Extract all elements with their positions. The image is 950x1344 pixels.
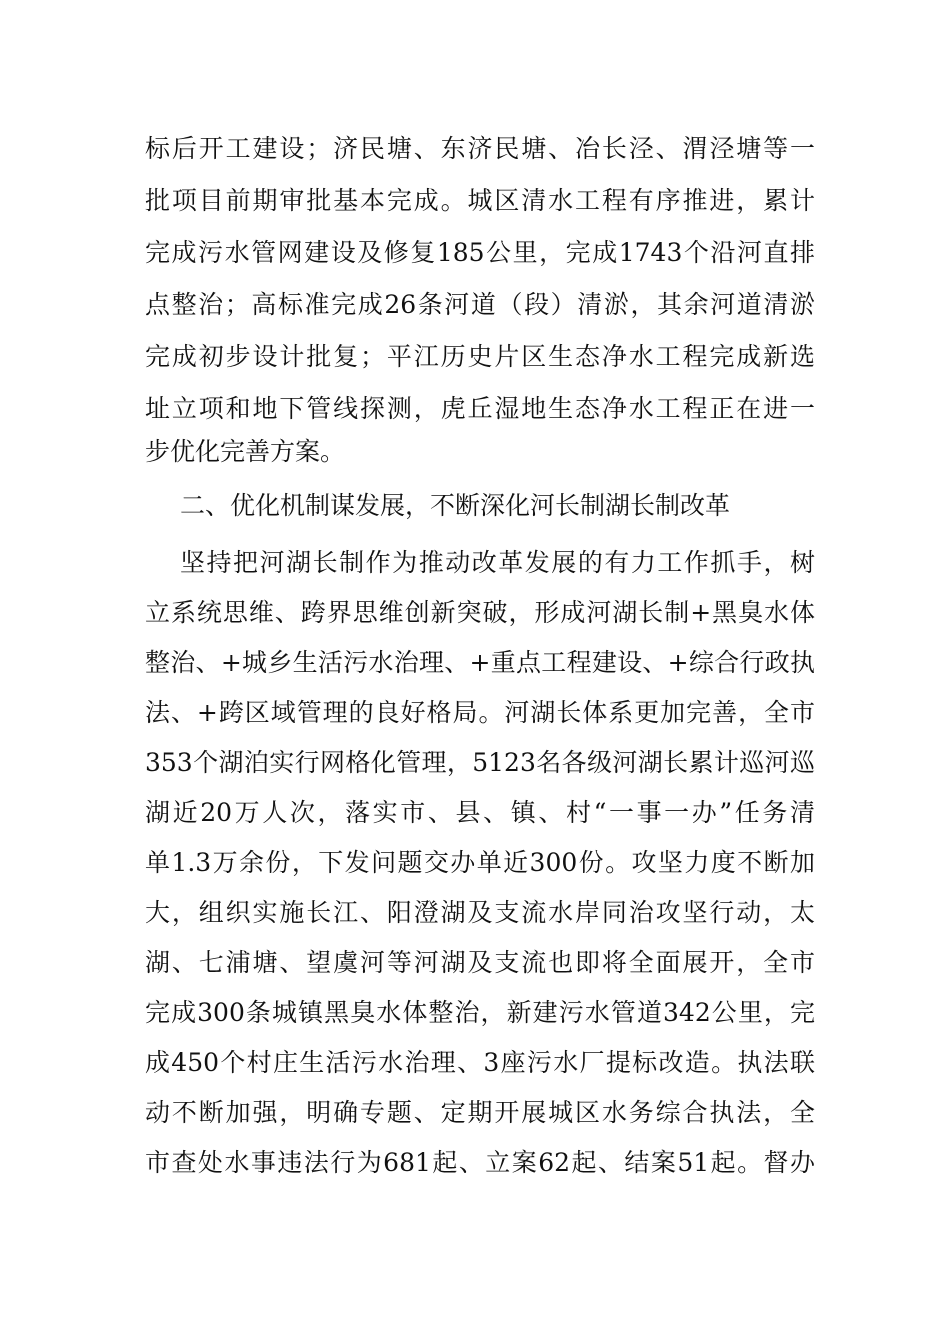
body-text-line: 市查处水事违法行为681起、立案62起、结案51起。督办	[145, 1148, 815, 1177]
body-text-line: 单1.3万余份，下发问题交办单近300份。攻坚力度不断加	[145, 848, 815, 877]
body-text-line: 完成初步设计批复；平江历史片区生态净水工程完成新选	[145, 342, 815, 371]
body-text-line: 成450个村庄生活污水治理、3座污水厂提标改造。执法联	[145, 1048, 815, 1077]
body-text-line: 整治、+城乡生活污水治理、+重点工程建设、+综合行政执	[145, 648, 815, 677]
body-text-line: 法、+跨区域管理的良好格局。河湖长体系更加完善，全市	[145, 698, 815, 727]
body-text-line: 步优化完善方案。	[145, 437, 346, 466]
body-text-line: 湖、七浦塘、望虞河等河湖及支流也即将全面展开，全市	[145, 948, 815, 977]
body-text-line: 完成污水管网建设及修复185公里，完成1743个沿河直排	[145, 238, 815, 267]
body-text-line: 湖近20万人次，落实市、县、镇、村“一事一办”任务清	[145, 798, 815, 827]
body-text-line: 批项目前期审批基本完成。城区清水工程有序推进，累计	[145, 186, 815, 215]
body-text-line: 立系统思维、跨界思维创新突破，形成河湖长制+黑臭水体	[145, 598, 815, 627]
body-text-line: 动不断加强，明确专题、定期开展城区水务综合执法，全	[145, 1098, 815, 1127]
section-heading: 二、优化机制谋发展，不断深化河长制湖长制改革	[180, 491, 731, 520]
body-text-line: 353个湖泊实行网格化管理，5123名各级河湖长累计巡河巡	[145, 748, 815, 777]
body-text-line: 完成300条城镇黑臭水体整治，新建污水管道342公里，完	[145, 998, 815, 1027]
body-text-line: 大，组织实施长江、阳澄湖及支流水岸同治攻坚行动，太	[145, 898, 815, 927]
body-text-line: 点整治；高标准完成26条河道（段）清淤，其余河道清淤	[145, 290, 815, 319]
body-text-line: 标后开工建设；济民塘、东济民塘、冶长泾、渭泾塘等一	[145, 134, 815, 163]
body-text-line: 坚持把河湖长制作为推动改革发展的有力工作抓手，树	[180, 548, 815, 577]
body-text-line: 址立项和地下管线探测，虎丘湿地生态净水工程正在进一	[145, 394, 815, 423]
